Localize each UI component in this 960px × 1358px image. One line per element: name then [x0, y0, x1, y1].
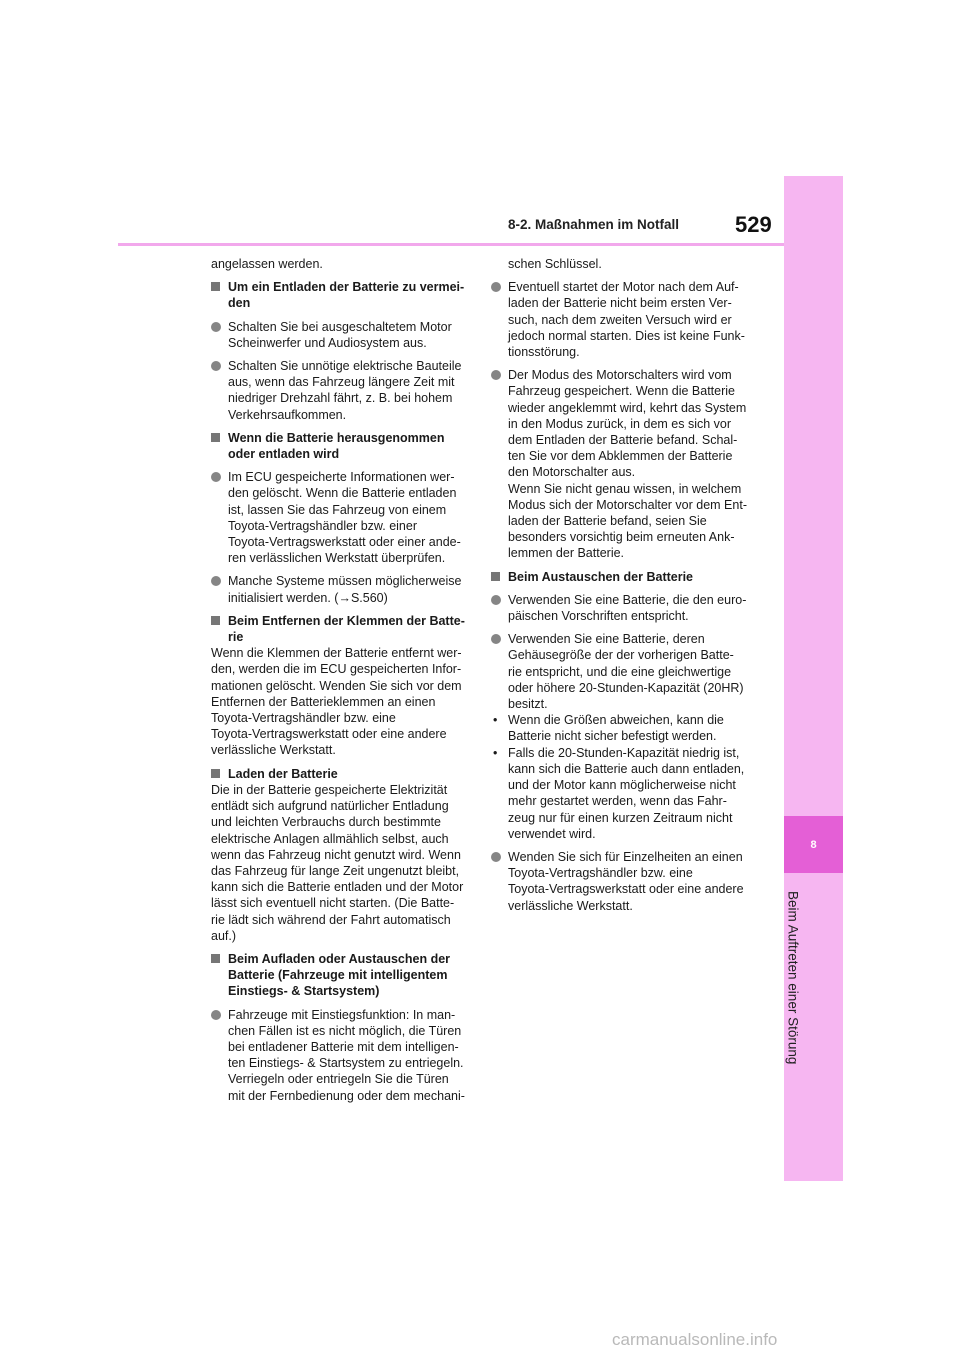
square-bullet-icon — [211, 433, 220, 442]
square-bullet-icon — [211, 954, 220, 963]
section-heading — [211, 951, 476, 1000]
bullet-item — [211, 358, 476, 423]
dash-text: Falls die 20-Stunden-Kapazität niedrig ist, kann sich die Batterie auch dann entladen, und der Motor kann möglicherweise nicht mehr gestartet werden, wenn das Fahr- zeug nur für einen kurzen Zeitraum nicht verwendet wird. — [508, 745, 745, 841]
section-heading — [211, 766, 476, 782]
square-bullet-icon — [491, 572, 500, 581]
heading-text: Beim Austauschen der Batterie — [508, 569, 694, 584]
circle-bullet-icon — [211, 361, 221, 371]
paragraph: angelassen werden. — [211, 257, 323, 271]
circle-bullet-icon — [211, 322, 221, 332]
heading-text: Beim Aufladen oder Austauschen der Batterie (Fahrzeuge mit intelligentem Einstiegs- & Startsystem) — [228, 951, 451, 999]
bullet-text: Verwenden Sie eine Batterie, deren Gehäusegröße der der vorherigen Batte- rie entspricht, und die eine gleichwertige oder höhere 20-Stunden-Kapazität (20HR) besitzt. — [508, 632, 744, 712]
chapter-title-vertical — [783, 883, 803, 1073]
heading-text: Laden der Batterie — [228, 766, 338, 781]
bullet-item — [491, 849, 759, 914]
chapter-title: Beim Auftreten einer Störung — [785, 891, 801, 1065]
bullet-item — [491, 279, 759, 360]
paragraph: Wenn die Klemmen der Batterie entfernt wer- den, werden die im ECU gespeicherten Infor- mationen gelöscht. Wenden Sie sich vor dem Entfernen der Batterieklemmen an einen Toyota-Vertragshändler bzw. eine Toyota-Vertragswerkstatt oder eine andere verlässliche Werkstatt. — [211, 646, 462, 758]
bullet-text: Der Modus des Motorschalters wird vom Fahrzeug gespeichert. Wenn die Batterie wieder angeklemmt wird, kehrt das System in den Modus zurück, in dem es sich vor dem Entladen der Batterie befand. Schal- ten Sie vor dem Abklemmen der Batterie den Motorschalter aus. Wenn Sie nicht genau wissen, in welchem Modus sich der Motorschalter vor dem Ent- laden der Batterie befand, seien Sie besonders vorsichtig beim erneuten Ank- lemmen der Batterie. — [508, 368, 747, 561]
circle-bullet-icon — [491, 634, 501, 644]
bullet-text: Wenden Sie sich für Einzelheiten an einen Toyota-Vertragshändler bzw. eine Toyota-Vertragswerkstatt oder eine andere verlässliche Werkstatt. — [508, 849, 744, 913]
circle-bullet-icon — [211, 1010, 221, 1020]
section-label: 8-2. Maßnahmen im Notfall — [508, 217, 680, 232]
square-bullet-icon — [211, 282, 220, 291]
bullet-item — [211, 469, 476, 566]
header-rule — [118, 243, 784, 246]
dash-item — [491, 712, 759, 744]
circle-bullet-icon — [491, 852, 501, 862]
bullet-item — [491, 592, 759, 624]
bullet-text: Fahrzeuge mit Einstiegsfunktion: In man- chen Fällen ist es nicht möglich, die Türen bei entladener Batterie mit dem intelligen- ten Einstiegs- & Startsystem zu entriegeln. Verriegeln oder entriegeln Sie die Türen mit der Fernbedienung oder dem mechani- — [228, 1007, 465, 1103]
heading-text: Um ein Entladen der Batterie zu vermei- den — [228, 280, 465, 311]
bullet-text: Manche Systeme müssen möglicherweise initialisiert werden. (→S.560) — [228, 574, 462, 605]
circle-bullet-icon — [491, 282, 501, 292]
bullet-item — [491, 631, 759, 712]
bullet-item — [211, 1007, 476, 1104]
bullet-text: Im ECU gespeicherte Informationen wer- den gelöscht. Wenn die Batterie entladen ist, lassen Sie das Fahrzeug von einem Toyota-Vertragshändler bzw. einer Toyota-Vertragswerkstatt oder einer ande- ren verlässlichen Werkstatt überprüfen. — [228, 470, 461, 566]
dot-marker-icon: • — [493, 745, 498, 760]
paragraph: Die in der Batterie gespeicherte Elektrizität entlädt sich aufgrund natürlicher Entladung und leichten Verbrauchs durch bestimmte elektrische Anlagen allmählich selbst, auch wenn das Fahrzeug nicht genutzt wird. Wenn das Fahrzeug für lange Zeit ungenutzt bleibt, kann sich die Batterie entladen und der Motor lässt sich eventuell nicht starten. (Die Batte- rie lädt sich während der Fahrt automatisch auf.) — [211, 782, 464, 943]
bullet-text: Eventuell startet der Motor nach dem Auf- laden der Batterie nicht beim ersten Ver- such, nach dem zweiten Versuch wird er jedoch normal starten. Dies ist keine Funk- tionsstörung. — [508, 280, 745, 360]
dot-marker-icon: • — [493, 713, 498, 728]
chapter-number-box — [784, 816, 843, 873]
bullet-item — [211, 573, 476, 605]
right-column — [491, 256, 759, 921]
bullet-item — [211, 319, 476, 351]
circle-bullet-icon — [211, 472, 221, 482]
paragraph: schen Schlüssel. — [508, 257, 602, 271]
section-heading — [211, 279, 476, 311]
bullet-text: Schalten Sie unnötige elektrische Bauteile aus, wenn das Fahrzeug längere Zeit mit niedriger Drehzahl fährt, z. B. bei hohem Verkehrsaufkommen. — [228, 359, 462, 422]
heading-text: Beim Entfernen der Klemmen der Batte- rie — [228, 613, 465, 645]
bullet-item — [491, 367, 759, 561]
watermark: carmanualsonline.info — [612, 1330, 778, 1349]
square-bullet-icon — [211, 769, 220, 778]
bullet-text: Schalten Sie bei ausgeschaltetem Motor Scheinwerfer und Audiosystem aus. — [228, 319, 452, 350]
dash-item — [491, 745, 759, 842]
page-number: 529 — [735, 212, 772, 237]
section-heading — [211, 430, 476, 462]
circle-bullet-icon — [211, 576, 221, 586]
bullet-text: Verwenden Sie eine Batterie, die den euro- päischen Vorschriften entspricht. — [508, 592, 747, 624]
chapter-number: 8 — [810, 838, 817, 851]
circle-bullet-icon — [491, 595, 501, 605]
dash-text: Wenn die Größen abweichen, kann die Batterie nicht sicher befestigt werden. — [508, 713, 724, 744]
square-bullet-icon — [211, 616, 220, 625]
heading-text: Wenn die Batterie herausgenommen oder entladen wird — [228, 430, 445, 462]
section-heading — [491, 569, 759, 585]
section-heading — [211, 613, 476, 645]
circle-bullet-icon — [491, 370, 501, 380]
left-column — [211, 256, 476, 1111]
